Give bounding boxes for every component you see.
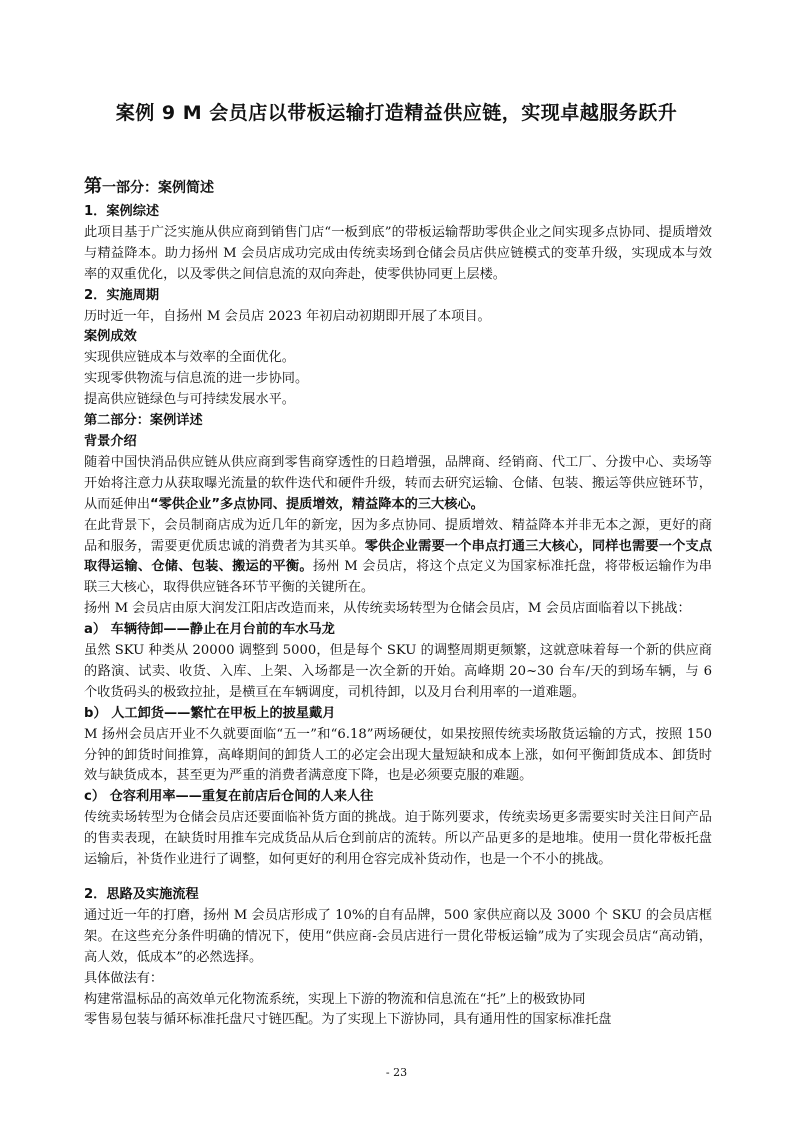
part-two-heading: 第二部分：案例详述 — [84, 413, 203, 429]
approach-method-2: 零售易包装与循环标准托盘尺寸链匹配。为了实现上下游协同，具有通用性的国家标准托盘 — [84, 1012, 612, 1028]
challenge-c-heading: c） 仓容利用率——重复在前店后仓间的人来人往 — [84, 789, 374, 805]
background-paragraph-2 — [84, 516, 712, 600]
challenge-a-heading: a） 车辆待卸——静止在月台前的车水马龙 — [84, 622, 335, 638]
effect-item: 提高供应链绿色与可持续发展水平。 — [84, 392, 295, 408]
section-heading-period: 2．实施周期 — [84, 287, 160, 303]
part-one-heading — [84, 172, 214, 198]
page-title: 案例 9 M 会员店以带板运输打造精益供应链，实现卓越服务跃升 — [115, 102, 678, 124]
part-one-heading-rest: 一部分：案例简述 — [102, 180, 214, 196]
challenge-c-paragraph: 传统卖场转型为仓储会员店还要面临补货方面的挑战。迫于陈列要求，传统卖场更多需要实时关注日间产品的售卖表现，在缺货时用推车完成货品从后仓到前店的流转。所以产品更多的是地堆。使用一贯化带板托盘运输后，补货作业进行了调整，如何更好的利用仓容完成补货动作，也是一个不小的挑战。 — [84, 810, 712, 868]
effect-item: 实现零供物流与信息流的进一步协同。 — [84, 371, 309, 387]
part-one-lead-char: 第 — [84, 176, 102, 197]
challenge-a-paragraph: 虽然 SKU 种类从 20000 调整到 5000，但是每个 SKU 的调整周期更频繁，这就意味着每一个新的供应商的路演、试卖、收货、入库、上架、入场都是一次全新的开始。高峰期 20~30 台车/天的到场车辆，与 6 个收货码头的极致拉扯，是横亘在车辆调度，司机待卸，以及月台利用率的一道难题。 — [84, 643, 712, 700]
section-spacer — [84, 871, 712, 885]
background-p1-text: 随着中国快消品供应链从供应商到零售商穿透性的日趋增强，品牌商、经销商、代工厂、分拨中心、卖场等开始将注意力从获取曝光流量的软件迭代和硬件升级，转而去研究运输、仓储、包装、搬运等供应链环节，从而延伸出 — [84, 454, 712, 512]
approach-method-1: 构建常温标品的高效单元化物流系统，实现上下游的物流和信息流在“托”上的极致协同 — [84, 991, 586, 1007]
section-heading-overview: 1．案例综述 — [84, 204, 160, 219]
section-heading-effects: 案例成效 — [84, 329, 137, 345]
section-heading-background: 背景介绍 — [84, 433, 137, 449]
period-paragraph: 历时近一年，自扬州 M 会员店 2023 年初启动初期即开展了本项目。 — [84, 308, 491, 324]
body-content — [84, 202, 712, 1031]
background-p2-text-end: 扬州 M 会员店，将这个点定义为国家标准托盘，将带板运输作为串联三大核心，取得供应链各环节平衡的关键所在。 — [84, 559, 712, 596]
challenge-b-paragraph: M 扬州会员店开业不久就要面临“五一”和“6.18”两场硬仗，如果按照传统卖场散货运输的方式，按照 150 分钟的卸货时间推算，高峰期间的卸货人工的必定会出现大量短缺和成本上涨，如何平衡卸货成本、卸货时效与缺货成本，甚至更为严重的消费者满意度下降，也是必须要克服的难题。 — [84, 726, 712, 784]
background-p2-emphasis: 零供企业需要一个串点打通三大核心，同样也需要一个支点取得运输、仓储、包装、搬运的平衡。 — [84, 538, 713, 575]
background-p1-emphasis: “零供企业”多点协同、提质增效，精益降本的三大核心。 — [149, 496, 484, 512]
section-heading-approach: 2．思路及实施流程 — [84, 887, 199, 902]
challenge-b-heading: b） 人工卸货——繁忙在甲板上的披星戴月 — [84, 705, 336, 721]
approach-paragraph: 通过近一年的打磨，扬州 M 会员店形成了 10%的自有品牌，500 家供应商以及 3000 个 SKU 的会员店框架。在这些充分条件明确的情况下，使用“供应商-会员店进行一贯化带板运输”成为了实现会员店“高动销，高人效，低成本”的必然选择。 — [84, 907, 712, 965]
overview-paragraph: 此项目基于广泛实施从供应商到销售门店“一板到底”的带板运输帮助零供企业之间实现多点协同、提质增效与精益降本。助力扬州 M 会员店成功完成由传统卖场到仓储会员店供应链模式的变革升级，实现成本与效率的双重优化，以及零供之间信息流的双向奔赴，使零供协同更上层楼。 — [84, 224, 712, 282]
background-paragraph-3: 扬州 M 会员店由原大润发江阳店改造而来，从传统卖场转型为仓储会员店，M 会员店面临着以下挑战： — [84, 601, 691, 617]
effect-item: 实现供应链成本与效率的全面优化。 — [84, 350, 295, 366]
background-paragraph-1 — [84, 453, 712, 516]
page-number: - 23 — [385, 1066, 408, 1079]
background-p2-text: 在此背景下，会员制商店成为近几年的新宠，因为多点协同、提质增效、精益降本并非无本之源，更好的商品和服务，需要更优质忠诚的消费者为其买单。 — [84, 517, 712, 554]
approach-method-intro: 具体做法有： — [84, 970, 164, 986]
